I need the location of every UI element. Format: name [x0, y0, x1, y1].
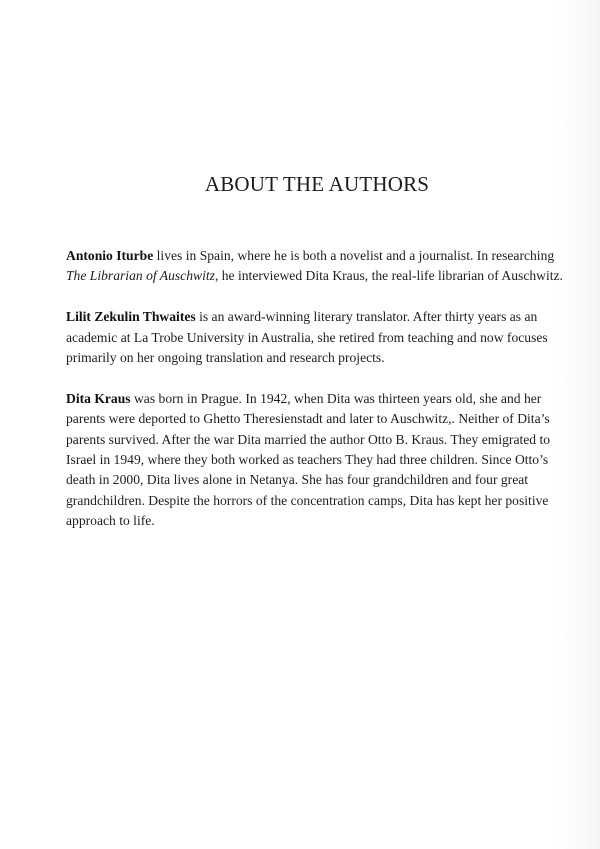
bio-dita-kraus	[66, 389, 571, 532]
bio-lilit-zekulin-thwaites	[66, 307, 571, 368]
bio-antonio-iturbe	[66, 246, 571, 287]
author-name: Antonio Iturbe	[66, 248, 154, 263]
author-name: Lilit Zekulin Thwaites	[66, 309, 196, 325]
author-name: Dita Kraus	[66, 390, 131, 406]
page-title: ABOUT THE AUTHORS	[204, 172, 430, 196]
book-title: The Librarian of Auschwitz	[66, 268, 215, 284]
author-bios	[66, 246, 571, 552]
bio-text: was born in Prague. In 1942, when Dita was thirteen years old, she and her parents were deported to Ghetto Theresienstadt and later to Auschwitz,. Neither of Dita’s parents survived. After the war Dita married the author Otto B. Kraus. They emigrated to Israel in 1949, where they both worked as teachers They had three children. Since Otto’s death in 2000, Dita lives alone in Netanya. She has four grandchildren and four great grandchildren. Despite the horrors of the concentration camps, Dita has kept her positive approach to life.	[66, 390, 551, 529]
bio-text: lives in Spain, where he is both a novelist and a journalist. In researching	[153, 248, 555, 263]
bio-text: is an award-winning literary translator. After thirty years as an academic at La Trobe University in Australia, she retired from teaching and now focuses primarily on her ongoing translation and research projects.	[66, 309, 548, 366]
bio-text: , he interviewed Dita Kraus, the real-life librarian of Auschwitz.	[214, 268, 563, 284]
